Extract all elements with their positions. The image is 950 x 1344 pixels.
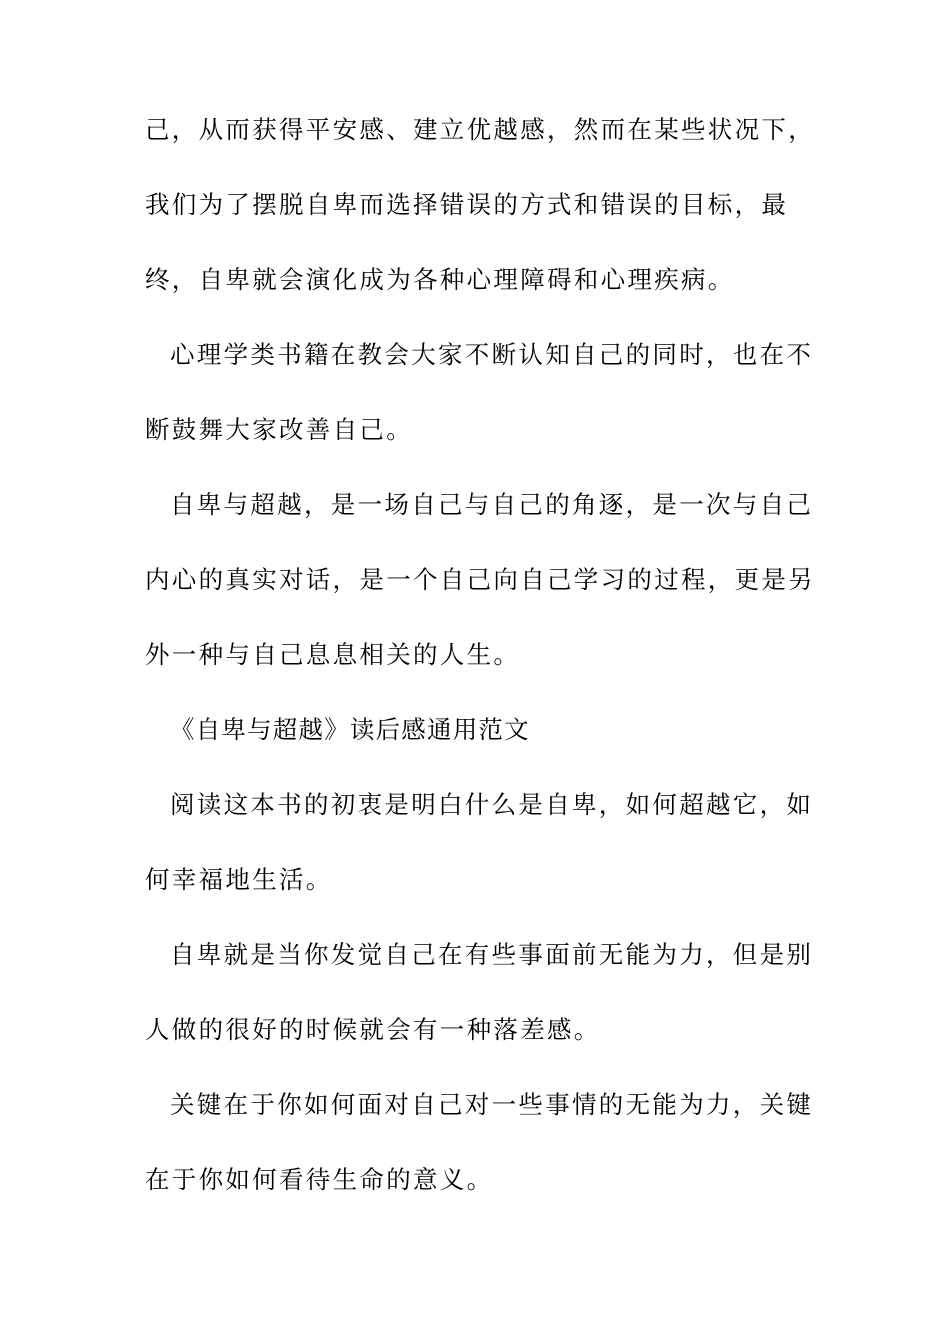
paragraph-start-line: 心理学类书籍在教会大家不断认知自己的同时，也在不 xyxy=(170,340,814,369)
body-text-line: 断鼓舞大家改善自己。 xyxy=(145,415,413,444)
body-text-line: 人做的很好的时候就会有一种落差感。 xyxy=(145,1015,601,1044)
body-text-line: 外一种与自己息息相关的人生。 xyxy=(145,640,521,669)
body-text-line: 在于你如何看待生命的意义。 xyxy=(145,1165,494,1194)
paragraph-start-line: 自卑与超越，是一场自己与自己的角逐，是一次与自己 xyxy=(170,490,814,519)
body-text-line: 何幸福地生活。 xyxy=(145,865,333,894)
body-text-line: 我们为了摆脱自卑而选择错误的方式和错误的目标，最 xyxy=(145,190,789,219)
body-text-line: 己，从而获得平安感、建立优越感，然而在某些状况下， xyxy=(145,115,815,144)
paragraph-start-line: 关键在于你如何面对自己对一些事情的无能为力，关键 xyxy=(170,1090,814,1119)
body-text-line: 终，自卑就会演化成为各种心理障碍和心理疾病。 xyxy=(145,265,735,294)
body-text-line: 内心的真实对话，是一个自己向自己学习的过程，更是另 xyxy=(145,565,815,594)
paragraph-start-line: 自卑就是当你发觉自己在有些事面前无能为力，但是别 xyxy=(170,940,814,969)
paragraph-start-line: 阅读这本书的初衷是明白什么是自卑，如何超越它，如 xyxy=(170,790,814,819)
section-heading: 《自卑与超越》读后感通用范文 xyxy=(170,715,530,744)
